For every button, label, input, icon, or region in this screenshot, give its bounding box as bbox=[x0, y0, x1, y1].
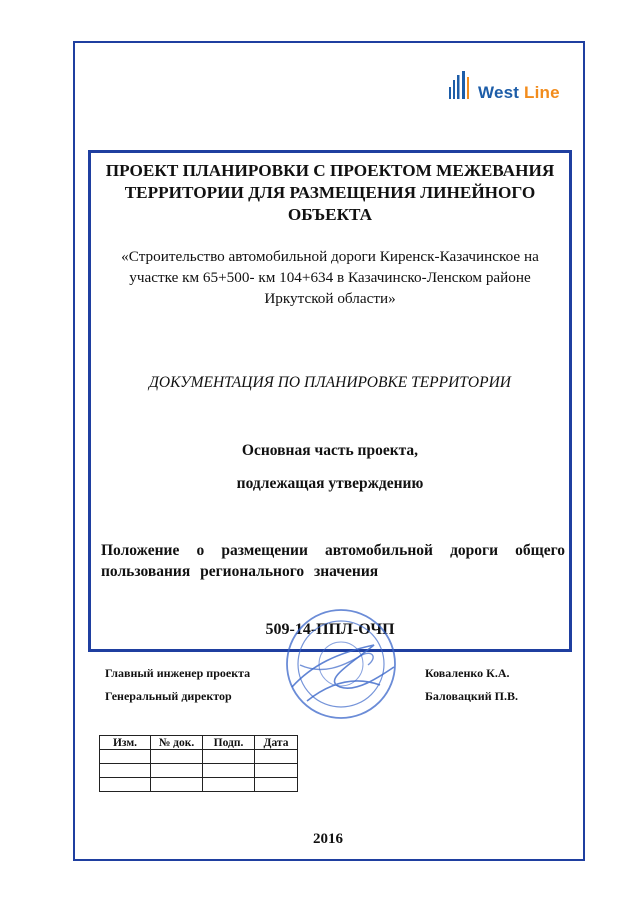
chief-engineer-role: Главный инженер проекта bbox=[105, 666, 251, 680]
chief-engineer-name: Коваленко К.А. bbox=[425, 666, 510, 680]
header-change: Изм. bbox=[100, 736, 151, 750]
project-subtitle: «Строительство автомобильной дороги Киренск-Казачинское на участке км 65+500- км 104+634 в Казачинско-Ленском районе Иркутской области» bbox=[121, 248, 539, 307]
company-seal-icon bbox=[282, 605, 400, 723]
header-date: Дата bbox=[255, 736, 298, 750]
position-title: Положение о размещении автомобильной дороги общего пользования регионального значения bbox=[101, 542, 565, 580]
revision-table bbox=[99, 735, 298, 792]
main-part-subheading: подлежащая утверждению bbox=[236, 475, 424, 492]
general-director-name: Баловацкий П.В. bbox=[425, 689, 518, 703]
table-row bbox=[100, 764, 298, 778]
document-code: 509-14-ППЛ-ОЧП bbox=[265, 621, 395, 638]
westline-bars-icon bbox=[447, 71, 477, 103]
table-row bbox=[100, 750, 298, 764]
documentation-type: ДОКУМЕНТАЦИЯ ПО ПЛАНИРОВКЕ ТЕРРИТОРИИ bbox=[149, 374, 511, 391]
westline-logo bbox=[447, 71, 587, 103]
document-title: ПРОЕКТ ПЛАНИРОВКИ С ПРОЕКТОМ МЕЖЕВАНИЯ ТЕРРИТОРИИ ДЛЯ РАЗМЕЩЕНИЯ ЛИНЕЙНОГО ОБЪЕКТА bbox=[105, 161, 555, 224]
table-row bbox=[100, 778, 298, 792]
general-director-role: Генеральный директор bbox=[105, 689, 232, 703]
header-doc-number: № док. bbox=[151, 736, 203, 750]
revision-table-header bbox=[100, 736, 298, 750]
main-part-heading: Основная часть проекта, bbox=[241, 442, 419, 459]
logo-line-text: Line bbox=[524, 83, 560, 102]
document-year: 2016 bbox=[313, 831, 343, 847]
logo-west-text: West bbox=[478, 83, 520, 102]
header-signature: Подп. bbox=[203, 736, 255, 750]
logo-wordmark bbox=[478, 83, 560, 103]
